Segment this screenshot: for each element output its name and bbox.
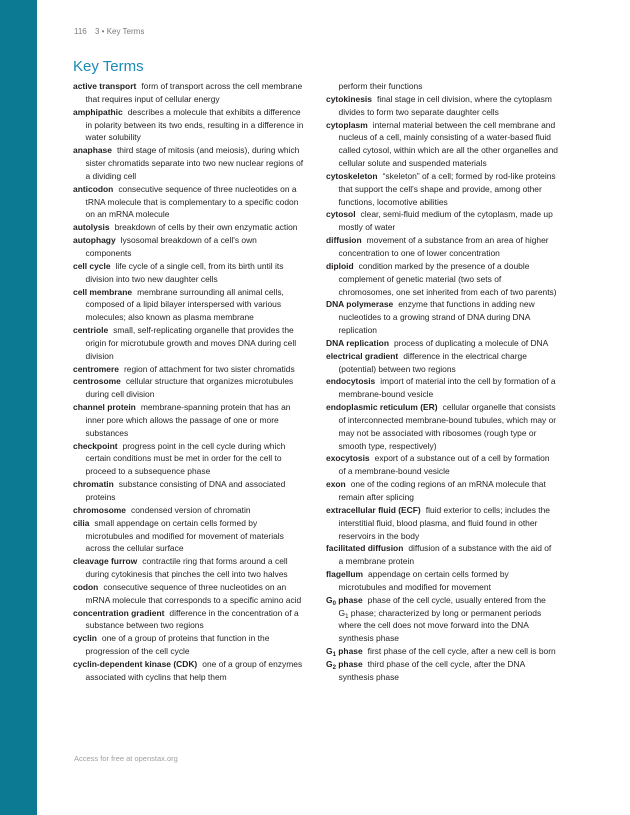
glossary-term: cell membrane: [73, 286, 133, 297]
glossary-entry: [73, 183, 305, 222]
glossary-entry: [73, 363, 305, 376]
glossary-term: endoplasmic reticulum (ER): [326, 402, 438, 413]
glossary-entry: [73, 478, 305, 504]
glossary-entry: [326, 260, 558, 299]
glossary-entry: [73, 517, 305, 556]
glossary-term: checkpoint: [73, 440, 118, 451]
glossary-definition: process of duplicating a molecule of DNA: [393, 337, 549, 348]
glossary-term: cell cycle: [73, 260, 111, 271]
glossary-term: cleavage furrow: [73, 556, 138, 567]
glossary-definition: condition marked by the presence of a double complement of genetic material (two sets of chromosomes, one set inherited from each of two parents): [338, 260, 557, 297]
glossary-entry: [326, 170, 558, 209]
glossary-term: cytoskeleton: [326, 170, 378, 181]
glossary-entry-g1-phase: [326, 645, 558, 658]
glossary-entry: [73, 632, 305, 658]
glossary-term: anticodon: [73, 183, 114, 194]
glossary-entry: [73, 221, 305, 234]
glossary-definition: form of transport across the cell membrane that requires input of cellular energy: [85, 81, 303, 104]
glossary-entry: [73, 106, 305, 145]
glossary-entry: [73, 607, 305, 633]
glossary-definition: breakdown of cells by their own enzymatic action: [114, 222, 298, 233]
glossary-term: diploid: [326, 260, 354, 271]
glossary-definition: internal material between the cell membrane and nucleus of a cell, mainly consisting of a water-based fluid called cytosol, within which are all the other organelles and cellular solute and suspended materials: [338, 119, 558, 169]
glossary-definition: describes a molecule that exhibits a difference in polarity between its two ends, resulting in a difference in water solubility: [85, 106, 304, 143]
glossary-definition: phase of the cell cycle, usually entered from the $G_1$ phase; characterized by long or permanent periods where the cell does not move forward into the DNA synthesis phase: [338, 594, 546, 644]
glossary-term: endocytosis: [326, 376, 376, 387]
glossary-entry: [73, 80, 305, 106]
glossary-term: cytokinesis: [326, 93, 372, 104]
glossary-definition: fluid exterior to cells; includes the interstitial fluid, blood plasma, and fluid found in other reservoirs in the body: [338, 504, 550, 541]
glossary-term: channel protein: [73, 402, 136, 413]
glossary-definition: region of attachment for two sister chromatids: [123, 363, 295, 374]
glossary-definition: small, self-replicating organelle that provides the origin for microtubule growth and moves DNA during cell division: [85, 325, 297, 361]
glossary-definition: first phase of the cell cycle, after a new cell is born: [367, 646, 556, 657]
glossary-term: concentration gradient: [73, 607, 165, 618]
glossary-entry: [326, 350, 558, 376]
footer-link[interactable]: Access for free at openstax.org: [74, 754, 178, 763]
glossary-term: electrical gradient: [326, 350, 399, 361]
glossary-entry: [326, 478, 558, 504]
running-head: [74, 27, 150, 36]
glossary-term: anaphase: [73, 145, 112, 156]
glossary-definition: progress point in the cell cycle during which certain conditions must be met in order for the cell to proceed to a subsequence phase: [85, 440, 286, 477]
glossary-definition: consecutive sequence of three nucleotides on a tRNA molecule that is complementary to a specific codon on an mRNA molecule: [85, 183, 299, 220]
glossary-term: $G_2$ phase: [326, 658, 363, 671]
glossary-term: chromosome: [73, 504, 126, 515]
glossary-definition: appendage on certain cells formed by microtubules and modified for movement: [338, 569, 509, 592]
glossary-term: DNA replication: [326, 337, 389, 348]
glossary-term: facilitated diffusion: [326, 543, 404, 554]
glossary-term: $G_1$ phase: [326, 646, 363, 659]
glossary-definition: cellular structure that organizes microtubules during cell division: [85, 376, 294, 400]
glossary-definition: lysosomal breakdown of a cell's own components: [85, 235, 257, 258]
glossary-term: cytosol: [326, 209, 356, 220]
glossary-entry: [326, 119, 558, 170]
glossary-term: cyclin-dependent kinase (CDK): [73, 658, 198, 669]
glossary-definition: substance consisting of DNA and associated proteins: [85, 479, 286, 502]
glossary-definition: one of the coding regions of an mRNA molecule that remain after splicing: [338, 479, 546, 502]
glossary-term: cilia: [73, 517, 90, 528]
glossary-term: DNA polymerase: [326, 299, 394, 310]
glossary-definition: final stage in cell division, where the cytoplasm divides to form two separate daughter cells: [338, 93, 552, 117]
glossary-entry: [326, 452, 558, 478]
page-number: 116: [74, 27, 87, 36]
glossary-definition: membrane surrounding all animal cells, composed of a lipid bilayer interspersed with various molecules; also known as plasma membrane: [85, 286, 284, 323]
glossary-definition: membrane-spanning protein that has an inner pore which allows the passage of one or more substances: [85, 402, 291, 438]
glossary-term: diffusion: [326, 235, 362, 246]
glossary-definition: “skeleton” of a cell; formed by rod-like proteins that support the cell's shape and provide, among other functions, locomotive abilities: [338, 170, 556, 207]
glossary-term: chromatin: [73, 479, 114, 490]
chapter-side-bar: [0, 0, 37, 815]
glossary-definition: difference in the electrical charge (potential) between two regions: [338, 350, 527, 374]
glossary-definition: small appendage on certain cells formed by microtubules and modified for movement of materials across the cellular surface: [85, 517, 284, 554]
glossary-term: extracellular fluid (ECF): [326, 504, 421, 515]
glossary-entry-g0-phase: [326, 594, 558, 645]
glossary-entry: [73, 581, 305, 607]
glossary-term: centriole: [73, 325, 109, 336]
glossary-entry: [326, 208, 558, 234]
glossary-right-items: [326, 93, 558, 594]
glossary-definition: third phase of the cell cycle, after the DNA synthesis phase: [338, 658, 525, 682]
glossary-definition: condensed version of chromatin: [130, 504, 251, 515]
glossary-entry: [326, 234, 558, 260]
glossary-term: active transport: [73, 81, 137, 91]
glossary-entry: [73, 234, 305, 260]
glossary-definition: consecutive sequence of three nucleotides on an mRNA molecule that corresponds to a specific amino acid: [85, 581, 302, 605]
glossary-term: amphipathic: [73, 106, 123, 117]
glossary-entry: [326, 542, 558, 568]
glossary-definition: life cycle of a single cell, from its birth until its division into two new daughter cells: [85, 260, 284, 284]
glossary-definition: enzyme that functions in adding new nucleotides to a growing strand of DNA during DNA replication: [338, 299, 535, 336]
glossary-entry: [73, 555, 305, 581]
glossary-term: centromere: [73, 363, 119, 374]
glossary-term: autolysis: [73, 222, 110, 233]
glossary-entry: [73, 324, 305, 363]
glossary-definition: one of a group of proteins that function in the progression of the cell cycle: [85, 633, 270, 657]
glossary-entry: [73, 401, 305, 440]
glossary-term: centrosome: [73, 376, 121, 387]
glossary-term: $G_0$ phase: [326, 594, 363, 607]
glossary-left-column: [73, 80, 305, 684]
glossary-term: cytoplasm: [326, 119, 368, 130]
glossary-entry: [326, 93, 558, 119]
glossary-definition: import of material into the cell by formation of a membrane-bound vesicle: [338, 376, 556, 400]
glossary-term: exon: [326, 479, 346, 490]
glossary-entry: [326, 568, 558, 594]
glossary-term: cyclin: [73, 633, 97, 644]
glossary-term: exocytosis: [326, 453, 370, 464]
glossary-definition: third stage of mitosis (and meiosis), during which sister chromatids separate into two new nuclear regions of a dividing cell: [85, 145, 304, 181]
glossary-term: autophagy: [73, 235, 116, 246]
glossary-term: codon: [73, 581, 99, 592]
glossary-right-column: [326, 80, 558, 684]
glossary-continuation: perform their functions: [338, 81, 423, 91]
glossary-definition: contractile ring that forms around a cell during cytokinesis that pinches the cell into two halves: [85, 556, 288, 580]
glossary-entry: [73, 440, 305, 479]
glossary-entry: [326, 375, 558, 401]
section-title: Key Terms: [73, 58, 144, 75]
glossary-definition: one of a group of enzymes associated with cyclins that help them: [85, 658, 303, 682]
glossary-term: flagellum: [326, 569, 364, 580]
glossary-definition: difference in the concentration of a substance between two regions: [85, 607, 299, 631]
glossary-definition: export of a substance out of a cell by formation of a membrane-bound vesicle: [338, 453, 550, 477]
glossary-entry: [73, 286, 305, 325]
glossary-entry: [73, 144, 305, 183]
glossary-entry: [326, 298, 558, 337]
glossary-entry: [326, 337, 558, 350]
glossary-definition: clear, semi-fluid medium of the cytoplasm, made up mostly of water: [338, 209, 553, 233]
glossary-entry: [73, 260, 305, 286]
glossary-entry: [73, 375, 305, 401]
glossary-definition: diffusion of a substance with the aid of a membrane protein: [338, 543, 552, 567]
glossary-entry: [73, 504, 305, 517]
glossary-definition: movement of a substance from an area of higher concentration to one of lower concentration: [338, 235, 549, 258]
chapter-label: 3 • Key Terms: [95, 27, 145, 36]
glossary-entry: [73, 658, 305, 684]
glossary-entry: [326, 401, 558, 452]
glossary-entry: [326, 504, 558, 543]
glossary-entry-g2-phase: [326, 658, 558, 684]
glossary-definition: cellular organelle that consists of interconnected membrane-bound tubules, which may or may not be associated with ribosomes (rough type or smooth type, respectively): [338, 402, 557, 451]
